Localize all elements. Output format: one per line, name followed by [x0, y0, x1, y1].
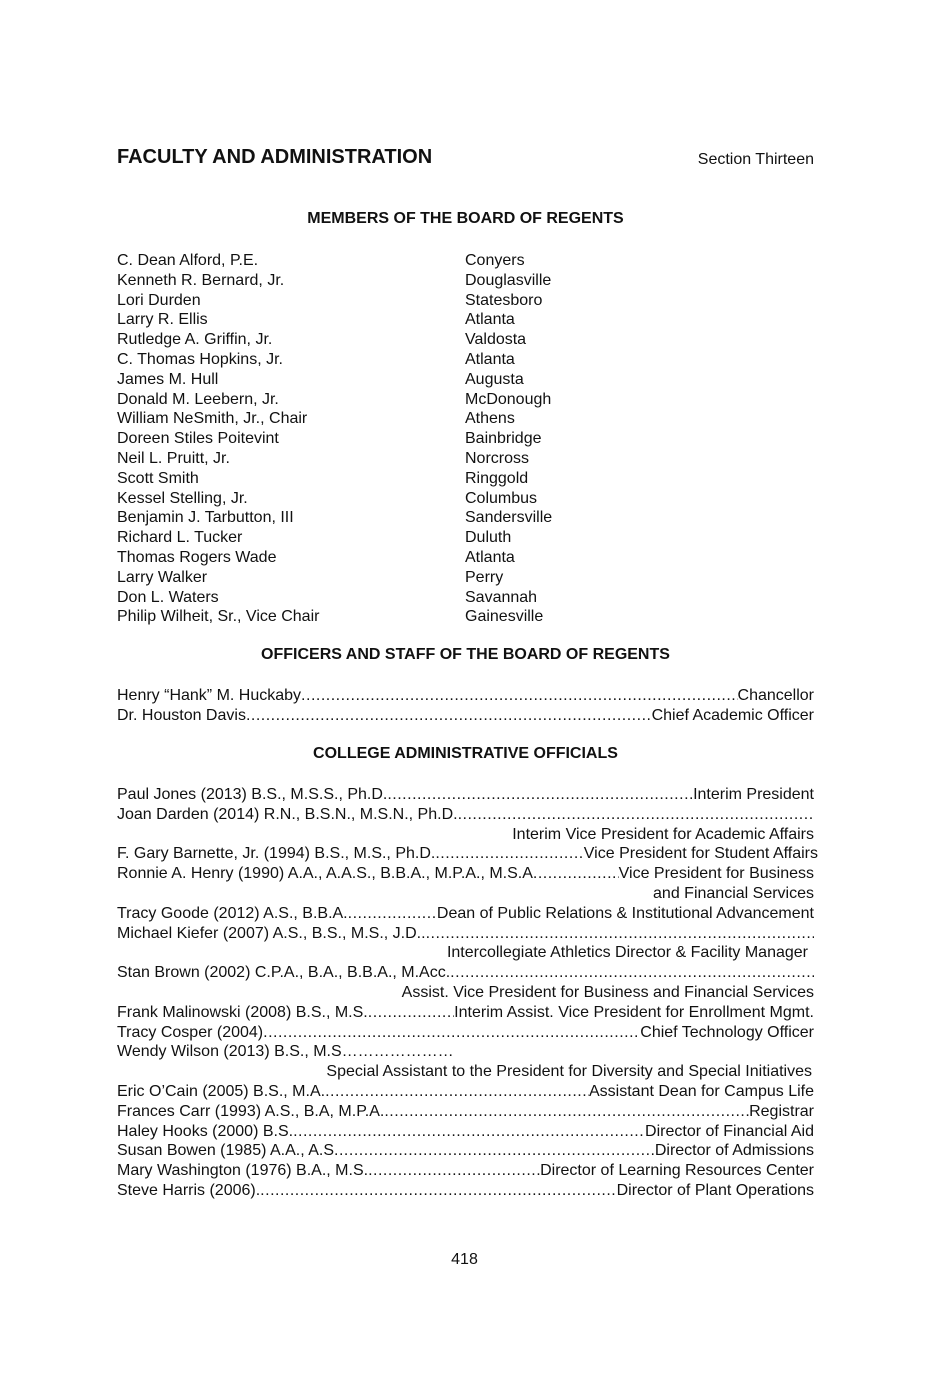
- official-title: Interim President: [693, 786, 814, 803]
- regent-name: Thomas Rogers Wade: [117, 548, 277, 566]
- official-name: Haley Hooks (2000) B.S.: [117, 1122, 294, 1140]
- regent-name: C. Thomas Hopkins, Jr.: [117, 350, 283, 368]
- official-title: Vice President for Business: [618, 865, 814, 883]
- regent-name: Philip Wilheit, Sr., Vice Chair: [117, 608, 320, 626]
- official-title: Assistant Dean for Campus Life: [589, 1082, 814, 1100]
- official-title: Dean of Public Relations & Institutional Advancement: [436, 904, 814, 922]
- official-name: Tracy Cosper (2004): [117, 1023, 264, 1041]
- official-title: Director of Plant Operations: [616, 1181, 814, 1199]
- regent-row: [117, 251, 814, 271]
- regent-row: [117, 350, 814, 370]
- official-title: Director of Admissions: [654, 1142, 814, 1160]
- official-title: Director of Financial Aid: [645, 1122, 814, 1140]
- official-title-continued: Interim Vice President for Academic Affairs: [512, 825, 814, 843]
- regent-city: Columbus: [465, 489, 538, 507]
- regent-name: Donald M. Leebern, Jr.: [117, 390, 279, 408]
- regent-row: [117, 429, 814, 449]
- official-name: F. Gary Barnette, Jr. (1994) B.S., M.S., Ph.D.: [117, 845, 436, 863]
- official-title-continued: Special Assistant to the President for Diversity and Special Initiatives: [326, 1063, 812, 1081]
- regent-city: Augusta: [465, 370, 524, 388]
- officer-name: Dr. Houston Davis: [117, 706, 246, 724]
- regent-city: Statesboro: [465, 291, 543, 309]
- dot-leader: [263, 1023, 640, 1043]
- official-name: Michael Kiefer (2007) A.S., B.S., M.S., J.D..: [117, 924, 426, 942]
- regent-city: Douglasville: [465, 271, 552, 289]
- official-row: [117, 1122, 814, 1142]
- regent-name: Neil L. Pruitt, Jr.: [117, 449, 230, 467]
- regent-name: C. Dean Alford, P.E.: [117, 252, 259, 269]
- regent-name: Benjamin J. Tarbutton, III: [117, 509, 294, 527]
- regent-row: [117, 469, 814, 489]
- regent-city: Norcross: [465, 449, 530, 467]
- official-name: Mary Washington (1976) B.A., M.S.: [117, 1162, 369, 1180]
- regent-row: [117, 271, 814, 291]
- official-name-line: Wendy Wilson (2013) B.S., M.S…………………: [117, 1043, 454, 1061]
- regent-city: Atlanta: [465, 548, 515, 566]
- dot-leader: [246, 706, 652, 726]
- regent-city: Savannah: [465, 588, 538, 606]
- official-row: [117, 1161, 814, 1181]
- official-title-continued: and Financial Services: [653, 884, 814, 902]
- officers-heading: OFFICERS AND STAFF OF THE BOARD OF REGENTS: [261, 646, 670, 663]
- officials-list: [117, 785, 818, 1201]
- officer-row: [117, 686, 814, 706]
- regent-name: Rutledge A. Griffin, Jr.: [117, 331, 273, 349]
- page-title: FACULTY AND ADMINISTRATION: [117, 146, 433, 168]
- dot-leader: [368, 1003, 454, 1023]
- officer-title: Chief Academic Officer: [651, 706, 814, 724]
- regent-name: James M. Hull: [117, 370, 219, 388]
- official-title: Registrar: [749, 1102, 814, 1120]
- official-title: Vice President for Student Affairs: [583, 845, 818, 863]
- regent-city: Valdosta: [465, 331, 527, 349]
- regent-row: [117, 568, 814, 588]
- regent-name: Kenneth R. Bernard, Jr.: [117, 271, 285, 289]
- official-name: Susan Bowen (1985) A.A., A.S: [117, 1142, 335, 1160]
- official-row: [117, 1082, 814, 1102]
- regents-heading: MEMBERS OF THE BOARD OF REGENTS: [307, 210, 624, 227]
- section-label: Section Thirteen: [697, 151, 814, 168]
- regent-name: Doreen Stiles Poitevint: [117, 430, 279, 448]
- regent-city: McDonough: [465, 390, 552, 408]
- official-name: Steve Harris (2006).: [117, 1181, 261, 1199]
- dot-leader: [334, 1141, 655, 1161]
- official-title: Chief Technology Officer: [640, 1023, 814, 1041]
- official-name: Frances Carr (1993) A.S., B.A, M.P.A.: [117, 1102, 385, 1120]
- official-row: [117, 844, 818, 864]
- official-row: [117, 1102, 814, 1122]
- dot-leader: [384, 1102, 749, 1122]
- regent-city: Atlanta: [465, 311, 515, 329]
- dot-leader: [368, 1161, 540, 1181]
- dot-leader: [293, 1122, 645, 1142]
- official-row: [117, 924, 814, 944]
- official-row: [117, 805, 814, 825]
- regent-row: [117, 370, 814, 390]
- regent-name: Richard L. Tucker: [117, 529, 243, 547]
- official-row: [117, 1003, 814, 1023]
- regent-name: Don L. Waters: [117, 588, 219, 606]
- dot-leader: [325, 1082, 589, 1102]
- regent-city: Perry: [465, 568, 504, 586]
- regents-list: [117, 251, 814, 627]
- official-name: Ronnie A. Henry (1990) A.A., A.A.S., B.B.A., M.P.A., M.S.A: [117, 865, 533, 883]
- regent-city: Atlanta: [465, 350, 515, 368]
- official-row: [117, 785, 814, 805]
- dot-leader: [387, 785, 693, 805]
- officials-heading: COLLEGE ADMINISTRATIVE OFFICIALS: [313, 745, 618, 762]
- official-row: [117, 864, 814, 884]
- regent-name: Scott Smith: [117, 469, 199, 487]
- regent-row: [117, 390, 814, 410]
- regent-row: [117, 409, 814, 429]
- regent-row: [117, 607, 814, 627]
- regent-city: Bainbridge: [465, 430, 542, 448]
- dot-leader: [260, 1181, 616, 1201]
- regent-city: Ringgold: [465, 469, 529, 487]
- regent-row: [117, 588, 814, 608]
- regent-row: [117, 291, 814, 311]
- regent-row: [117, 330, 814, 350]
- regent-name: William NeSmith, Jr., Chair: [117, 410, 308, 428]
- official-name: Paul Jones (2013) B.S., M.S.S., Ph.D.: [117, 786, 388, 803]
- official-row: [117, 1023, 814, 1043]
- dot-leader: [458, 805, 814, 825]
- officer-title: Chancellor: [737, 687, 814, 704]
- dot-leader: [533, 864, 619, 884]
- officers-list: [117, 686, 814, 726]
- dot-leader: [450, 963, 814, 983]
- page-number: 418: [451, 1251, 478, 1268]
- regent-city: Conyers: [465, 252, 525, 269]
- official-row: [117, 1141, 814, 1161]
- regent-name: Kessel Stelling, Jr.: [117, 489, 248, 507]
- dot-leader: [301, 686, 737, 706]
- dot-leader: [426, 924, 814, 944]
- regent-row: [117, 548, 814, 568]
- regent-row: [117, 310, 814, 330]
- regent-city: Sandersville: [465, 509, 553, 527]
- officer-name: Henry “Hank” M. Huckaby: [117, 687, 302, 704]
- official-name: Tracy Goode (2012) A.S., B.B.A.: [117, 904, 348, 922]
- official-title-continued: Intercollegiate Athletics Director & Facility Manager: [446, 944, 808, 962]
- regent-row: [117, 449, 814, 469]
- official-title: Director of Learning Resources Center: [540, 1162, 814, 1180]
- official-row: [117, 963, 814, 983]
- official-name: Eric O’Cain (2005) B.S., M.A.: [117, 1082, 326, 1100]
- regent-name: Lori Durden: [117, 291, 201, 309]
- regent-city: Gainesville: [465, 608, 544, 626]
- official-name: Joan Darden (2014) R.N., B.S.N., M.S.N., Ph.D.: [117, 805, 458, 823]
- regent-city: Athens: [465, 410, 515, 428]
- dot-leader: [435, 844, 583, 864]
- officer-row: [117, 706, 814, 726]
- regent-row: [117, 508, 814, 528]
- official-name: Stan Brown (2002) C.P.A., B.A., B.B.A., M.Acc.: [117, 964, 451, 982]
- official-name: Frank Malinowski (2008) B.S., M.S.: [117, 1003, 368, 1021]
- dot-leader: [348, 904, 437, 924]
- regent-name: Larry R. Ellis: [117, 311, 208, 329]
- official-title: Interim Assist. Vice President for Enrollment Mgmt.: [454, 1003, 814, 1021]
- regent-row: [117, 528, 814, 548]
- regent-row: [117, 489, 814, 509]
- regent-name: Larry Walker: [117, 568, 208, 586]
- official-title-continued: Assist. Vice President for Business and Financial Services: [401, 983, 814, 1001]
- official-row: [117, 904, 814, 924]
- official-row: [117, 1181, 814, 1201]
- regent-city: Duluth: [465, 529, 512, 547]
